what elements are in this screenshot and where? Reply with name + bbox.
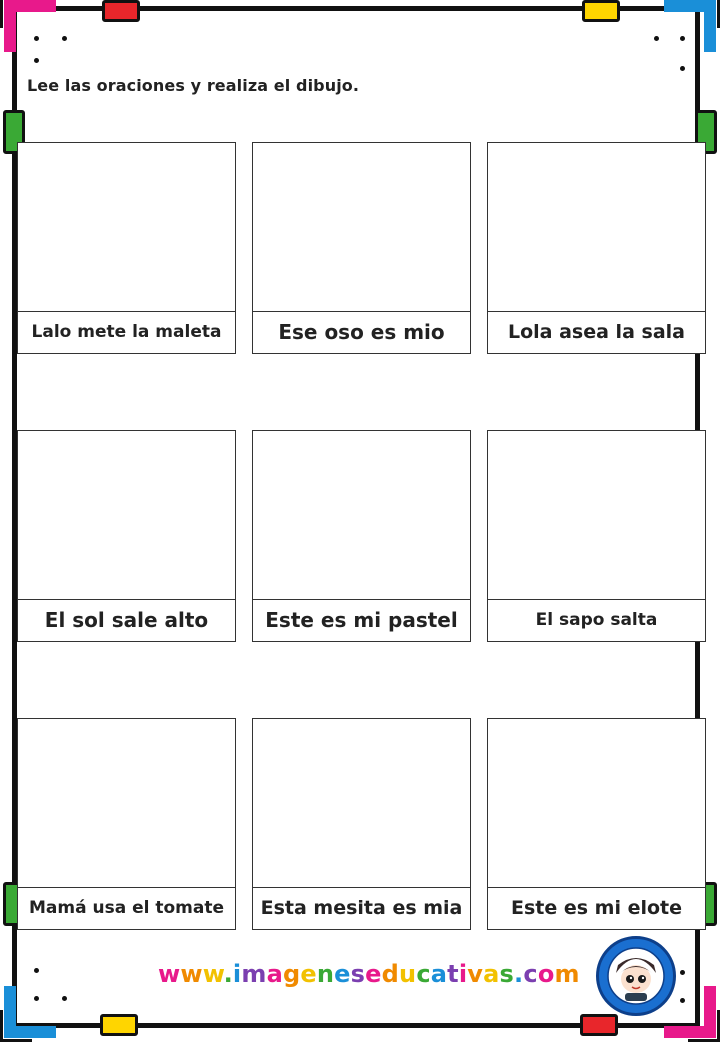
corner-top-right <box>664 0 716 52</box>
tab-bottom-yellow <box>100 1014 138 1036</box>
drawing-area[interactable] <box>253 143 470 312</box>
drawing-area[interactable] <box>488 719 705 888</box>
sentence-label: El sapo salta <box>535 610 658 630</box>
sentence-label: Lola asea la sala <box>508 321 685 343</box>
sentence-label: El sol sale alto <box>44 608 209 632</box>
drawing-card <box>252 430 471 642</box>
drawing-card <box>252 718 471 930</box>
sentence-label: Esta mesita es mia <box>260 897 463 919</box>
decor-dot <box>34 36 39 41</box>
decor-dot <box>62 996 67 1001</box>
drawing-card <box>487 142 706 354</box>
decor-dot <box>34 58 39 63</box>
decor-dot <box>680 36 685 41</box>
tab-top-yellow <box>582 0 620 22</box>
sentence-label: Este es mi pastel <box>265 608 458 632</box>
drawing-area[interactable] <box>18 143 235 312</box>
drawing-card <box>487 718 706 930</box>
tab-top-red <box>102 0 140 22</box>
decor-dot <box>62 36 67 41</box>
corner-bottom-left <box>4 986 56 1038</box>
corner-top-left <box>4 0 56 52</box>
drawing-area[interactable] <box>18 431 235 600</box>
drawing-area[interactable] <box>488 143 705 312</box>
sentence-label: Mamá usa el tomate <box>28 898 225 918</box>
sentence-label: Este es mi elote <box>510 897 683 919</box>
sentence-label: Ese oso es mio <box>278 320 445 344</box>
drawing-card <box>17 142 236 354</box>
decor-dot <box>654 36 659 41</box>
sentence-label: Lalo mete la maleta <box>31 322 222 342</box>
drawing-card <box>17 718 236 930</box>
drawing-card <box>487 430 706 642</box>
drawing-area[interactable] <box>18 719 235 888</box>
drawing-card <box>17 430 236 642</box>
drawing-area[interactable] <box>253 431 470 600</box>
footer-website-url: www.imageneseducativas.com <box>158 960 580 988</box>
tab-bottom-red <box>580 1014 618 1036</box>
instruction-text: Lee las oraciones y realiza el dibujo. <box>27 76 360 95</box>
decor-dot <box>680 66 685 71</box>
brand-logo-icon <box>596 936 676 1016</box>
drawing-area[interactable] <box>488 431 705 600</box>
drawing-area[interactable] <box>253 719 470 888</box>
drawing-card <box>252 142 471 354</box>
mascot-icon <box>599 939 673 1013</box>
decor-dot <box>680 998 685 1003</box>
decor-dot <box>34 996 39 1001</box>
decor-dot <box>34 968 39 973</box>
decor-dot <box>680 970 685 975</box>
